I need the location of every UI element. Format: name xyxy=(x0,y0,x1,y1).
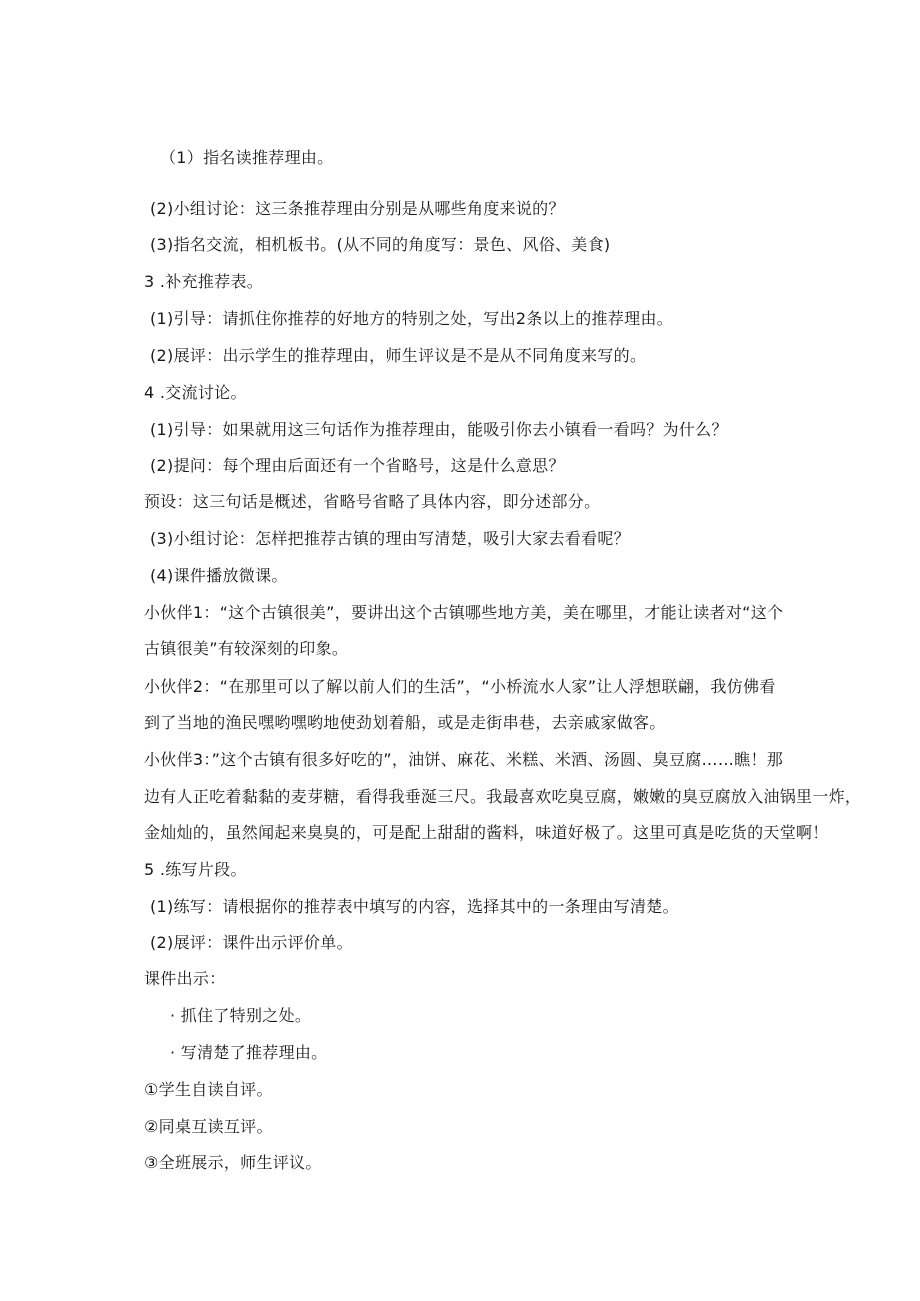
step-4-heading: 4 .交流讨论。 xyxy=(144,383,247,402)
eval-peer: ②同桌互读互评。 xyxy=(144,1117,273,1136)
eval-self: ①学生自读自评。 xyxy=(144,1080,273,1099)
step-3-item-2: (2)展评：出示学生的推荐理由，师生评议是不是从不同角度来写的。 xyxy=(150,346,647,365)
step-3-item-1: (1)引导：请抓住你推荐的好地方的特别之处，写出2条以上的推荐理由。 xyxy=(150,309,674,328)
item-1-read-reasons: （1）指名读推荐理由。 xyxy=(160,148,334,167)
partner-1-line-2: 古镇很美”有较深刻的印象。 xyxy=(144,639,349,658)
criterion-1: · 抓住了特别之处。 xyxy=(170,1006,312,1025)
partner-2-line-2: 到了当地的渔民嘿哟嘿哟地使劲划着船，或是走街串巷，去亲戚家做客。 xyxy=(144,713,666,732)
partner-3-line-1: 小伙伴3：”这个古镇有很多好吃的”，油饼、麻花、米糕、米酒、汤圆、臭豆腐……瞧！那 xyxy=(144,750,784,769)
partner-3-line-3: 金灿灿的，虽然闻起来臭臭的，可是配上甜甜的酱料，味道好极了。这里可真是吃货的天堂啊！ xyxy=(144,823,829,842)
eval-class: ③全班展示，师生评议。 xyxy=(144,1153,322,1172)
partner-2-line-1: 小伙伴2：“在那里可以了解以前人们的生活”，“小桥流水人家”让人浮想联翩，我仿佛看 xyxy=(144,677,776,696)
criterion-2: · 写清楚了推荐理由。 xyxy=(170,1043,328,1062)
partner-1-line-1: 小伙伴1：“这个古镇很美”，要讲出这个古镇哪些地方美，美在哪里，才能让读者对“这个 xyxy=(144,603,784,622)
step-4-item-1: (1)引导：如果就用这三句话作为推荐理由，能吸引你去小镇看一看吗？为什么？ xyxy=(150,420,728,439)
step-4-preset: 预设：这三句话是概述，省略号省略了具体内容，即分述部分。 xyxy=(144,492,601,511)
step-5-heading: 5 .练写片段。 xyxy=(144,860,247,879)
step-5-item-2: (2)展评：课件出示评价单。 xyxy=(150,933,353,952)
step-5-item-1: (1)练写：请根据你的推荐表中填写的内容，选择其中的一条理由写清楚。 xyxy=(150,897,679,916)
item-2-group-discussion: (2)小组讨论：这三条推荐理由分别是从哪些角度来说的？ xyxy=(150,199,565,218)
step-4-item-3: (3)小组讨论：怎样把推荐古镇的理由写清楚，吸引大家去看看呢？ xyxy=(150,529,630,548)
item-3-share-board: (3)指名交流，相机板书。(从不同的角度写：景色、风俗、美食) xyxy=(150,235,611,254)
courseware-label: 课件出示： xyxy=(144,969,226,988)
step-4-item-4: (4)课件播放微课。 xyxy=(150,566,288,585)
partner-3-line-2: 边有人正吃着黏黏的麦芽糖，看得我垂涎三尺。我最喜欢吃臭豆腐，嫩嫩的臭豆腐放入油锅里一炸， xyxy=(144,787,862,806)
step-3-heading: 3 .补充推荐表。 xyxy=(144,272,264,291)
step-4-item-2: (2)提问：每个理由后面还有一个省略号，这是什么意思？ xyxy=(150,456,565,475)
